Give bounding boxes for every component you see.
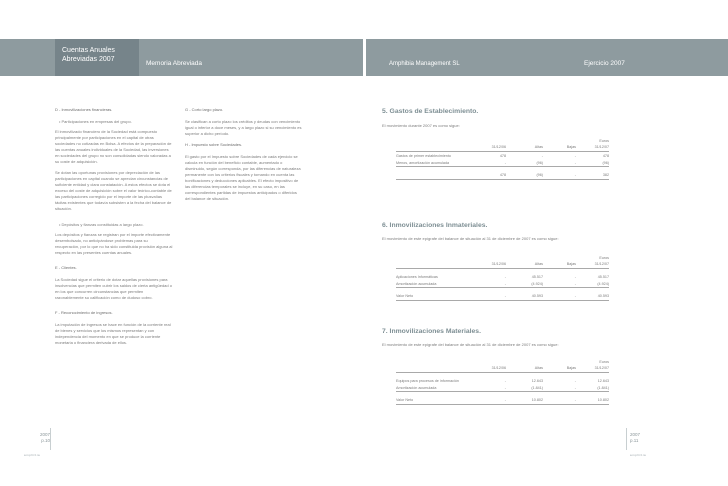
table-cell: - bbox=[504, 281, 506, 286]
document-title-line-2: Abreviadas 2007 bbox=[62, 56, 115, 64]
table-cell: - bbox=[574, 274, 576, 279]
table-header-cell: 31/12/06 bbox=[491, 262, 506, 267]
table-row bbox=[396, 154, 609, 161]
table-cell: - bbox=[574, 173, 576, 178]
footer-year: 2007 bbox=[39, 432, 50, 437]
bullet-heading: • Depósitos y fianzas constituidas a largo plazo. bbox=[59, 222, 144, 227]
table-cell: (96) bbox=[602, 160, 609, 165]
table-cell: - bbox=[504, 385, 506, 390]
table-cell: (4.924) bbox=[531, 281, 543, 286]
table-cell: - bbox=[504, 294, 506, 299]
footer-left bbox=[28, 432, 50, 444]
company-name: Amphibia Management SL bbox=[389, 61, 460, 67]
section-heading: D - Inmovilizaciones financieras. bbox=[55, 107, 113, 112]
section-7-intro: El movimiento de este epígrafe del balance de situación al 31 de diciembre de 2007 es como sigue: bbox=[382, 342, 559, 347]
page-number: p.10 bbox=[41, 437, 50, 443]
table-cell: Valor Neto bbox=[396, 398, 414, 403]
table-row bbox=[396, 275, 609, 282]
table-cell: 10.802 bbox=[597, 398, 609, 403]
table-header-cell: Bajas bbox=[566, 145, 576, 150]
section-6-title: 6. Inmovilizaciones Inmateriales. bbox=[382, 222, 488, 229]
table-cell: (4.924) bbox=[597, 281, 609, 286]
table-cell: - bbox=[574, 153, 576, 158]
table-unit: Euros bbox=[599, 256, 609, 260]
table-header-cell: Altas bbox=[534, 145, 543, 150]
table-cell: 478 bbox=[499, 173, 506, 178]
table-cell: - bbox=[574, 281, 576, 286]
table-row bbox=[396, 282, 609, 289]
table-header-cell: Altas bbox=[534, 262, 543, 267]
table-cell: - bbox=[574, 378, 576, 383]
footer-year: 2007 bbox=[630, 432, 641, 437]
table-cell: Amortización acumulada bbox=[396, 385, 437, 390]
paragraph: El inmovilizado financiero de la Sociedad está compuesto principalmente por participaciones en el capital de otras sociedades no cotizadas en Bolsa. A efectos de la preparación de las cuentas anuales individuales de la Sociedad, las inversiones en sociedades del grupo no son consolidadas siendo valoradas a su coste de adquisición. bbox=[55, 129, 172, 164]
footer-brand-left: amphibia bbox=[24, 453, 41, 457]
table-cell: 40.593 bbox=[531, 294, 543, 299]
section-7-table bbox=[396, 360, 609, 405]
table-cell: Valor Neto bbox=[396, 294, 414, 299]
footer-brand-right: amphibia bbox=[630, 453, 647, 457]
table-header-cell: 31/12/07 bbox=[594, 262, 609, 267]
table-header-cell: 31/12/07 bbox=[594, 145, 609, 150]
table-cell: - bbox=[574, 160, 576, 165]
fiscal-year: Ejercicio 2007 bbox=[584, 60, 625, 67]
section-heading: E - Clientes. bbox=[55, 265, 77, 270]
section-5-intro: El movimiento durante 2007 es como sigue: bbox=[382, 123, 460, 128]
left-column-2 bbox=[185, 107, 303, 207]
table-cell: (1.841) bbox=[597, 385, 609, 390]
table-cell: 478 bbox=[499, 153, 506, 158]
table-cell: - bbox=[504, 160, 506, 165]
table-header-row bbox=[396, 262, 609, 269]
bullet-heading: • Participaciones en empresas del grupo. bbox=[59, 119, 132, 124]
table-header-cell: 31/12/06 bbox=[491, 145, 506, 150]
page-number: p.11 bbox=[630, 437, 639, 443]
table-cell: 45.517 bbox=[597, 274, 609, 279]
table-unit: Euros bbox=[599, 360, 609, 364]
table-header-cell: 31/12/06 bbox=[491, 366, 506, 371]
table-cell: Menos, amortización acumulada bbox=[396, 160, 450, 165]
table-cell: 40.593 bbox=[597, 294, 609, 299]
header-bar-right bbox=[366, 39, 728, 76]
table-row bbox=[396, 379, 609, 386]
table-cell: (1.841) bbox=[531, 385, 543, 390]
footer-divider-left bbox=[50, 428, 51, 450]
table-cell: - bbox=[504, 378, 506, 383]
table-row bbox=[396, 161, 609, 168]
left-column-1 bbox=[55, 107, 173, 351]
table-cell: 12.643 bbox=[597, 378, 609, 383]
document-title bbox=[62, 46, 115, 64]
table-cell: Amortización acumulada bbox=[396, 281, 437, 286]
section-heading: F - Reconocimiento de ingresos. bbox=[55, 310, 113, 315]
table-total-row bbox=[396, 294, 609, 301]
footer-right bbox=[630, 432, 640, 444]
table-cell: (96) bbox=[536, 173, 543, 178]
table-cell: 382 bbox=[602, 173, 609, 178]
table-cell: (96) bbox=[536, 160, 543, 165]
table-cell: 478 bbox=[602, 153, 609, 158]
table-cell: Aplicaciones Informáticas bbox=[396, 274, 438, 279]
table-cell: - bbox=[574, 398, 576, 403]
table-header-cell: 31/12/07 bbox=[594, 366, 609, 371]
table-cell: 12.643 bbox=[531, 378, 543, 383]
table-unit: Euros bbox=[599, 139, 609, 143]
table-cell: - bbox=[574, 385, 576, 390]
section-6-table bbox=[396, 256, 609, 301]
table-cell: Equipos para procesos de información bbox=[396, 378, 459, 383]
table-header-row bbox=[396, 145, 609, 152]
section-5-table bbox=[396, 139, 609, 180]
table-cell: - bbox=[504, 398, 506, 403]
section-heading: H - Impuesto sobre Sociedades. bbox=[185, 142, 243, 147]
table-cell: 10.802 bbox=[531, 398, 543, 403]
table-header-row bbox=[396, 366, 609, 373]
table-cell: 45.517 bbox=[531, 274, 543, 279]
table-total-row bbox=[396, 173, 609, 180]
table-row bbox=[396, 386, 609, 393]
paragraph: Se clasifican a corto plazo los créditos y deudas con vencimiento igual o inferior a doce meses, y a largo plazo si su vencimiento es superior a dicho período. bbox=[185, 119, 302, 136]
document-title-line-1: Cuentas Anuales bbox=[62, 47, 115, 54]
section-5-title: 5. Gastos de Establecimiento. bbox=[382, 108, 479, 115]
section-7-title: 7. Inmovilizaciones Materiales. bbox=[382, 328, 481, 335]
paragraph: Se dotan las oportunas provisiones por depreciación de las participaciones en capital cuando se aprecian circunstancias de suficiente entidad y clara constatación. A estos efectos se dota el exceso del coste de adquisición sobre el valor teórico-contable de las participaciones corregido por el importe de las plusvalías tácitas existentes que todavía subsisten a la fecha del balance de situación. bbox=[55, 170, 172, 211]
table-cell: Gastos de primer establecimiento bbox=[396, 153, 451, 158]
table-cell: - bbox=[574, 294, 576, 299]
table-cell: - bbox=[504, 274, 506, 279]
memo-title: Memoria Abreviada bbox=[146, 60, 202, 67]
table-total-row bbox=[396, 398, 609, 405]
table-header-cell: Bajas bbox=[566, 366, 576, 371]
paragraph: La imputación de ingresos se hace en función de la corriente real de bienes y servicios que los mismos representan y con independencia del momento en que se produce la corriente monetaria o financiera derivada de ellos. bbox=[55, 322, 171, 345]
table-cell: - bbox=[541, 153, 543, 158]
paragraph: El gasto por el Impuesto sobre Sociedades de cada ejercicio se calcula en función del beneficio contable, aumentado o disminuido, según corresponda, por las diferencias de naturaleza permanente con los criterios fiscales y tomando en cuenta las bonificaciones y deducciones aplicables. El efecto impositivo de las diferencias temporales se incluye, en su caso, en las correspondientes partidas de impuestos anticipados o diferidos del balance de situación. bbox=[185, 154, 301, 201]
footer-divider-right bbox=[626, 428, 627, 450]
paragraph: La Sociedad sigue el criterio de dotar aquellas provisiones para insolvencias que permiten cubrir los saldos de cierta antigüedad o en los que concurren circunstancias que permiten razonablemente su calificación como de dudoso cobro. bbox=[55, 277, 172, 300]
paragraph: Los depósitos y fianzas se registran por el importe efectivamente desembolsado, no anticipándose problemas para su recuperación, por lo que no ha sido constituida provisión alguna al respecto en las presentes cuentas anuales. bbox=[55, 232, 173, 255]
section-heading: G - Corto largo plazo. bbox=[185, 107, 224, 112]
section-6-intro: El movimiento de este epígrafe del balance de situación al 31 de diciembre de 2007 es como sigue: bbox=[382, 236, 559, 241]
table-header-cell: Bajas bbox=[566, 262, 576, 267]
table-header-cell: Altas bbox=[534, 366, 543, 371]
